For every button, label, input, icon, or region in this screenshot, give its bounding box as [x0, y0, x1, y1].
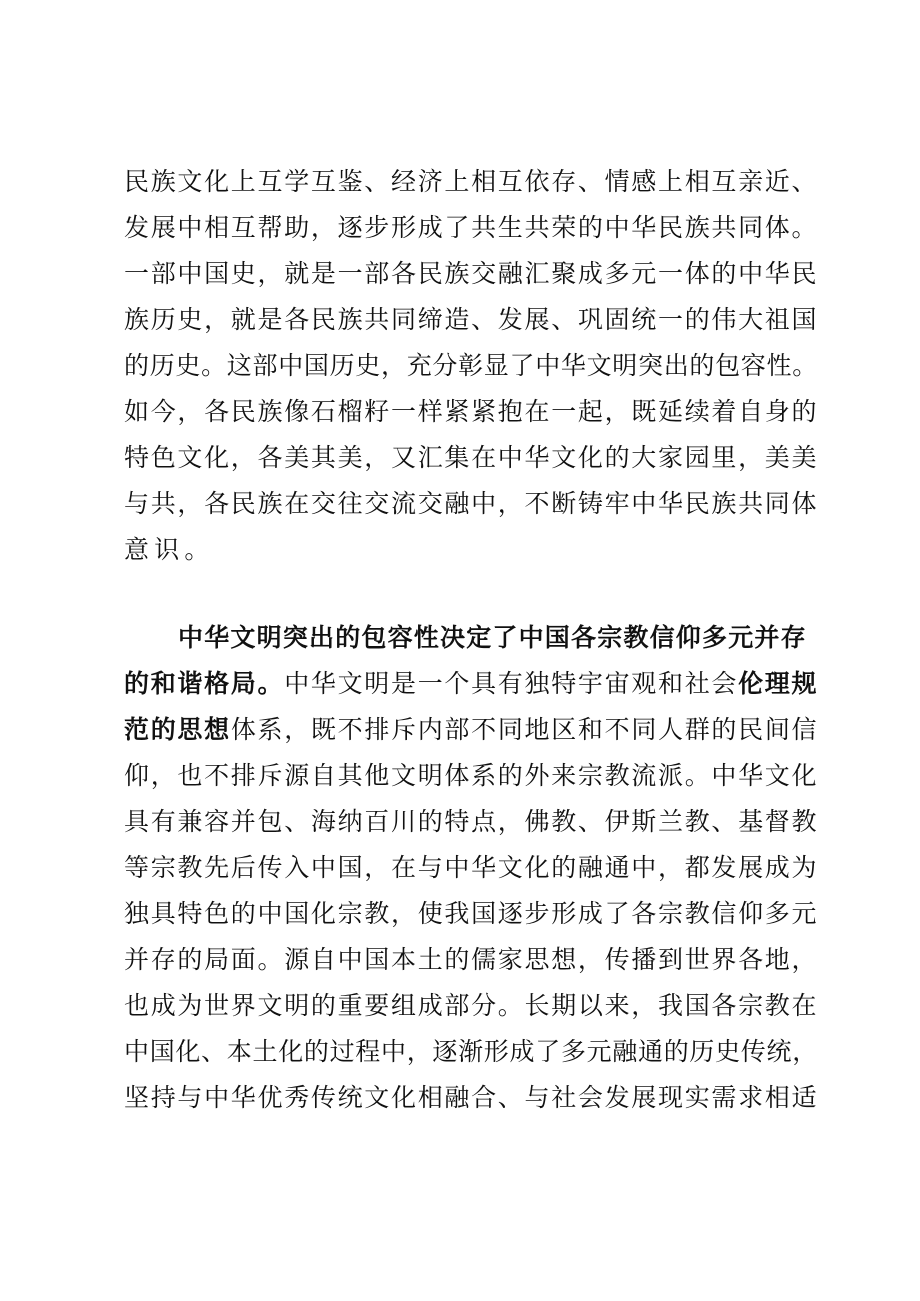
bold-text: 伦理规: [738, 669, 819, 698]
text-line: 并存的局面。源自中国本土的儒家思想，传播到世界各地，: [124, 945, 819, 974]
text-line: 如今，各民族像石榴籽一样紧紧抱在一起，既延续着自身的: [124, 397, 819, 426]
text-line: 等宗教先后传入中国，在与中华文化的融通中，都发展成为: [124, 853, 819, 882]
bold-text: 范的思想: [124, 715, 231, 744]
text-line: 意识。: [124, 535, 215, 564]
text-line: 发展中相互帮助，逐步形成了共生共荣的中华民族共同体。: [124, 213, 819, 242]
mixed-text-line: [124, 708, 824, 752]
text-line: 一部中国史，就是一部各民族交融汇聚成多元一体的中华民: [124, 259, 819, 288]
text-line: 坚持与中华优秀传统文化相融合、与社会发展现实需求相适: [124, 1083, 819, 1112]
text-line: 仰，也不排斥源自其他文明体系的外来宗教流派。中华文化: [124, 761, 819, 790]
text-line: 民族文化上互学互鉴、经济上相互依存、情感上相互亲近、: [124, 167, 819, 196]
text-line: 与共，各民族在交往交流交融中，不断铸牢中华民族共同体: [124, 489, 819, 518]
mixed-text-line: [124, 662, 824, 706]
text-line: 中国化、本土化的过程中，逐渐形成了多元融通的历史传统，: [124, 1037, 818, 1066]
body-text: 中华文明是一个具有独特宇宙观和社会: [284, 669, 739, 698]
bold-text: 的和谐格局。: [124, 669, 285, 698]
text-line: 族历史，就是各民族共同缔造、发展、巩固统一的伟大祖国: [124, 305, 819, 334]
text-line: 具有兼容并包、海纳百川的特点，佛教、伊斯兰教、基督教: [124, 807, 819, 836]
bold-heading-line: 中华文明突出的包容性决定了中国各宗教信仰多元并存: [178, 623, 807, 652]
body-text: 体系，既不排斥内部不同地区和不同人群的民间信: [230, 715, 819, 744]
text-line: 特色文化，各美其美，又汇集在中华文化的大家园里，美美: [124, 443, 819, 472]
text-line: 独具特色的中国化宗教，使我国逐步形成了各宗教信仰多元: [124, 899, 819, 928]
text-line: 也成为世界文明的重要组成部分。长期以来，我国各宗教在: [124, 991, 819, 1020]
text-line: 的历史。这部中国历史，充分彰显了中华文明突出的包容性。: [124, 351, 818, 380]
